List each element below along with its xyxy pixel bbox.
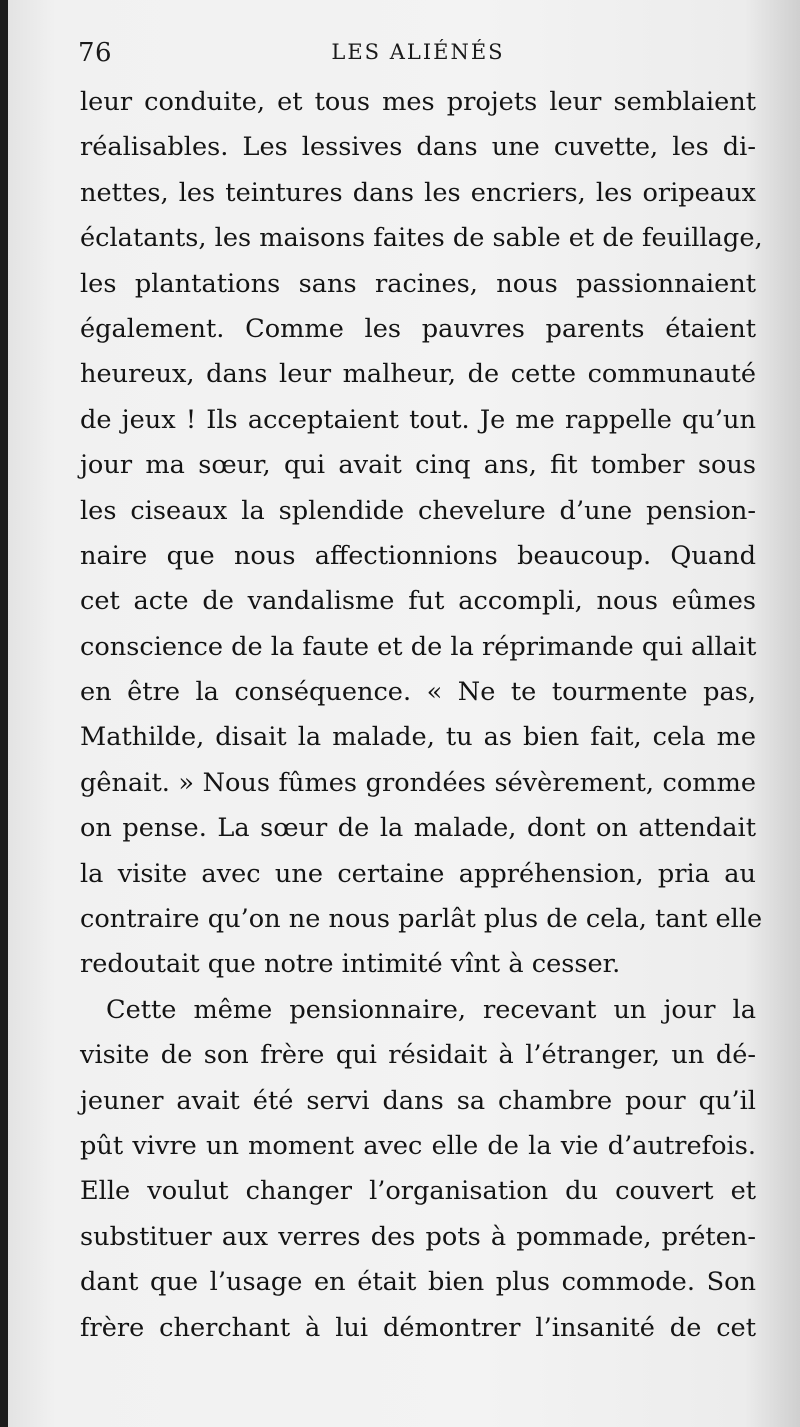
text-line: on pense. La sœur de la malade, dont on attendait <box>80 813 756 844</box>
text-line: heureux, dans leur malheur, de cette communauté <box>80 359 756 390</box>
text-line: Cette même pensionnaire, recevant un jour la <box>106 994 756 1025</box>
text-line: dant que l’usage en était bien plus commode. Son <box>80 1267 756 1298</box>
text-line: frère cherchant à lui démontrer l’insanité de cet <box>80 1312 756 1343</box>
page-header <box>78 38 758 72</box>
text-line: pût vivre un moment avec elle de la vie d’autrefois. <box>80 1130 756 1161</box>
text-line: également. Comme les pauvres parents étaient <box>80 313 756 344</box>
text-line: Mathilde, disait la malade, tu as bien fait, cela me <box>80 722 756 753</box>
text-line: nettes, les teintures dans les encriers, les oripeaux <box>80 177 756 208</box>
page-number: 76 <box>78 38 113 68</box>
text-line: substituer aux verres des pots à pommade, préten- <box>80 1221 756 1252</box>
text-line: les ciseaux la splendide chevelure d’une pension- <box>80 495 756 526</box>
paragraph <box>80 988 756 1351</box>
text-line: Elle voulut changer l’organisation du couvert et <box>80 1176 756 1207</box>
text-line: cet acte de vandalisme fut accompli, nous eûmes <box>80 586 756 617</box>
body-text <box>80 80 763 1351</box>
text-line: redoutait que notre intimité vînt à cesser. <box>80 949 621 980</box>
text-line: en être la conséquence. « Ne te tourmente pas, <box>80 677 756 708</box>
text-line: visite de son frère qui résidait à l’étranger, un dé- <box>80 1040 756 1071</box>
running-head: LES ALIÉNÉS <box>331 40 505 64</box>
text-line: conscience de la faute et de la réprimande qui allait <box>80 631 757 662</box>
book-page <box>8 0 800 1427</box>
text-line: jeuner avait été servi dans sa chambre pour qu’il <box>80 1085 756 1116</box>
text-line: jour ma sœur, qui avait cinq ans, fit tomber sous <box>80 450 756 481</box>
text-line: réalisables. Les lessives dans une cuvette, les di- <box>80 132 756 163</box>
text-line: contraire qu’on ne nous parlât plus de cela, tant elle <box>80 904 763 935</box>
text-line: leur conduite, et tous mes projets leur semblaient <box>80 87 756 117</box>
text-line: les plantations sans racines, nous passionnaient <box>80 268 756 299</box>
text-line: naire que nous affectionnions beaucoup. Quand <box>80 540 756 571</box>
text-line: de jeux ! Ils acceptaient tout. Je me rappelle qu’un <box>80 404 756 435</box>
text-line: gênait. » Nous fûmes grondées sévèrement, comme <box>80 767 756 798</box>
paragraph <box>80 80 763 988</box>
text-line: éclatants, les maisons faites de sable et de feuillage, <box>80 223 763 254</box>
text-line: la visite avec une certaine appréhension, pria au <box>80 858 756 889</box>
